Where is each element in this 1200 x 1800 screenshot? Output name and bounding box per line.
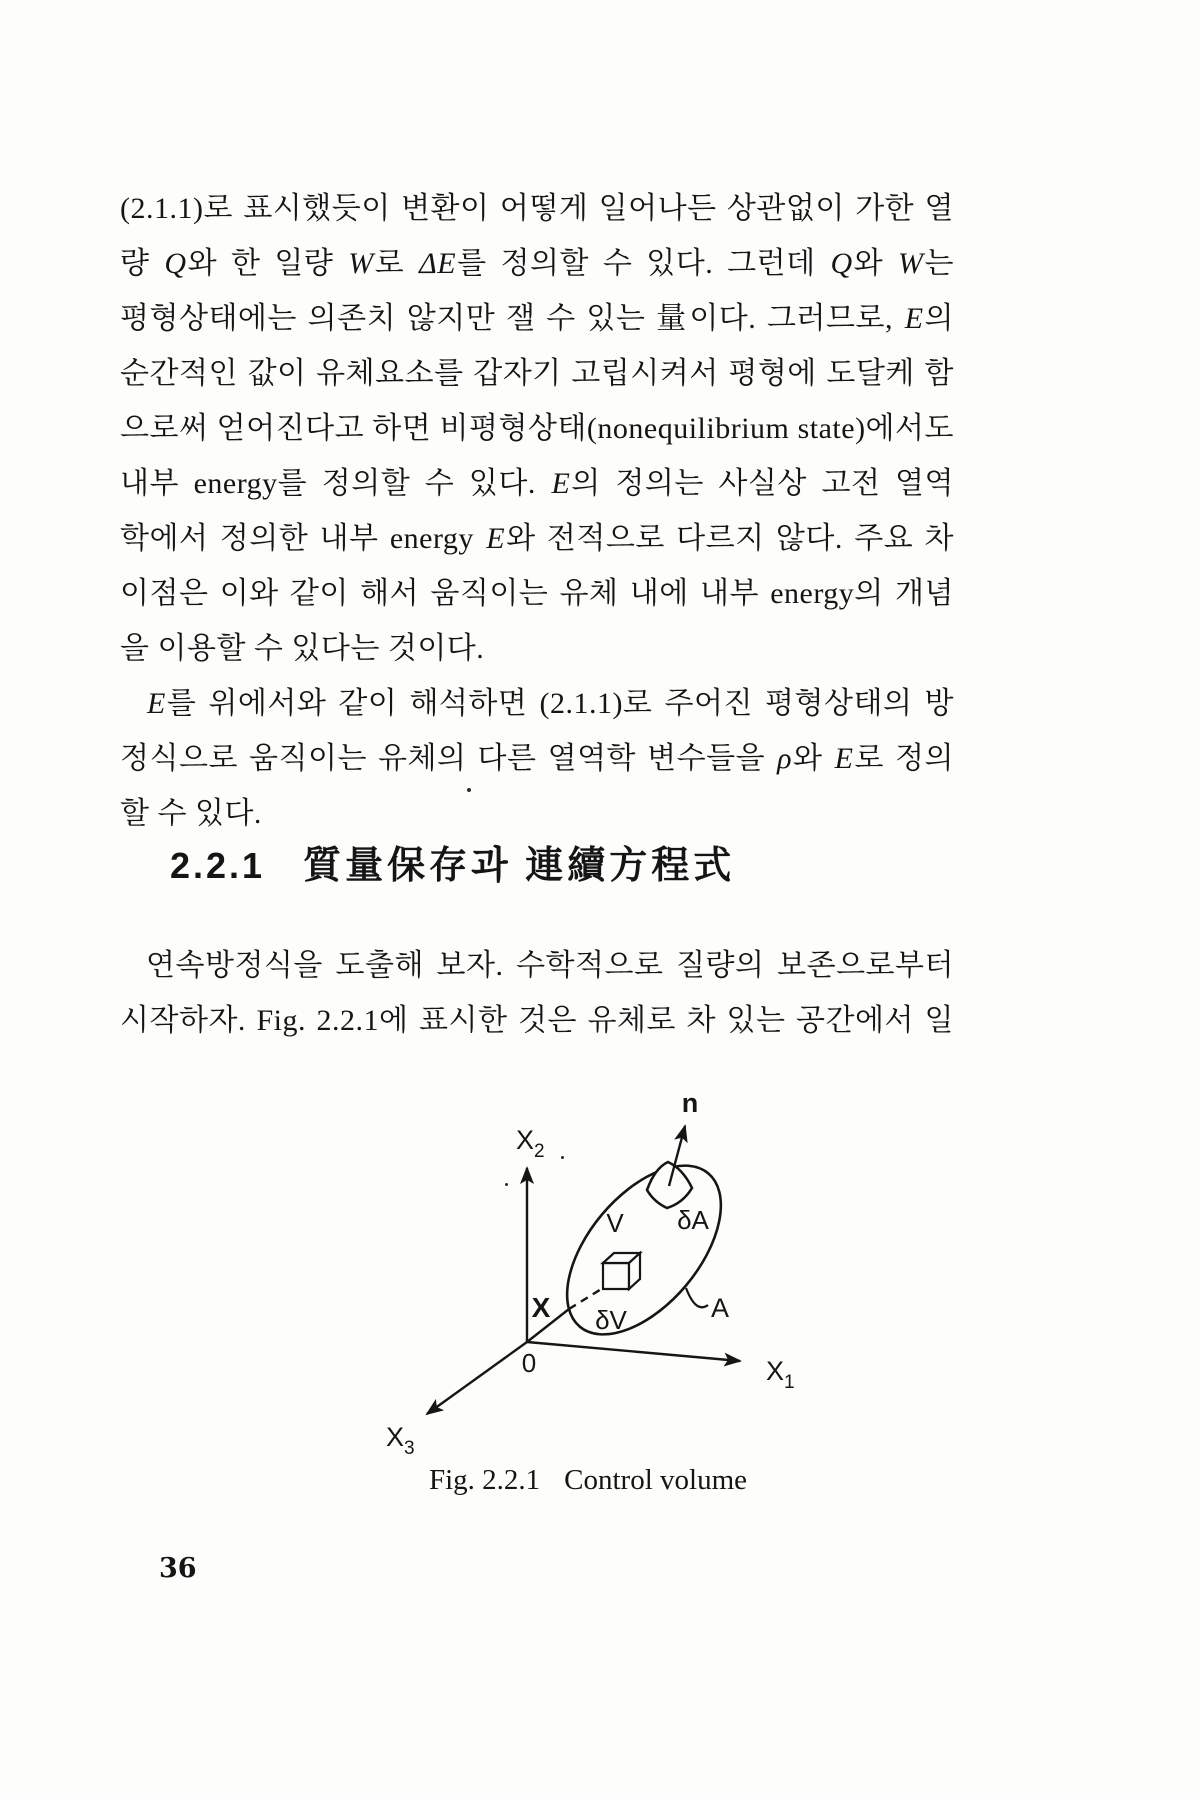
text-line: 량 Q와 한 일량 W로 ΔE를 정의할 수 있다. 그런데 Q와 W는 <box>120 247 955 280</box>
figure-caption-title: Control volume <box>564 1464 748 1496</box>
x3-axis-label: $X_3$ <box>386 1422 415 1459</box>
text-line: 을 이용할 수 있다는 것이다. <box>120 632 485 665</box>
section-heading <box>170 834 735 889</box>
ink-speck <box>505 1183 508 1186</box>
surface-leader-line <box>686 1288 708 1307</box>
position-vector-label: X <box>531 1292 551 1323</box>
text-line: 할 수 있다. <box>120 797 262 830</box>
x1-axis <box>527 1342 740 1361</box>
text-line: 평형상태에는 의존치 않지만 잴 수 있는 量이다. 그러므로, E의 <box>120 302 954 335</box>
text-line: (2.1.1)로 표시했듯이 변환이 어떻게 일어나든 상관없이 가한 열 <box>120 192 954 225</box>
control-volume-ellipse <box>538 1138 751 1362</box>
section-number: 2.2.1 <box>170 845 266 886</box>
text-line: 으로써 얻어진다고 하면 비평형상태(nonequilibrium state)에서도 <box>120 412 954 445</box>
figure-caption-number: Fig. 2.2.1 <box>428 1464 541 1496</box>
text-line: 순간적인 값이 유체요소를 갑자기 고립시켜서 평형에 도달케 함 <box>120 357 954 390</box>
origin-label: 0 <box>521 1348 537 1378</box>
text-line: 시작하자. Fig. 2.2.1에 표시한 것은 유체로 차 있는 공간에서 일 <box>120 1004 954 1037</box>
x1-axis-label: $X_1$ <box>766 1356 795 1393</box>
text-line: 학에서 정의한 내부 energy E와 전적으로 다르지 않다. 주요 차 <box>120 522 954 555</box>
text-line: 이점은 이와 같이 해서 움직이는 유체 내에 내부 energy의 개념 <box>120 577 954 610</box>
volume-label: V <box>606 1208 624 1238</box>
section-title: 質量保存과 連續方程式 <box>303 845 736 887</box>
paragraph-1 <box>120 181 954 676</box>
text-line: 연속방정식을 도출해 보자. 수학적으로 질량의 보존으로부터 <box>146 949 954 982</box>
x3-axis <box>427 1342 527 1414</box>
volume-element-cube <box>603 1253 640 1289</box>
x2-axis-label: $X_2$ <box>516 1125 545 1162</box>
ink-speck <box>467 788 471 792</box>
page-number: 36 <box>159 1553 197 1584</box>
text-line: 정식으로 움직이는 유체의 다른 열역학 변수들을 ρ와 E로 정의 <box>120 742 954 775</box>
control-volume-figure <box>300 1050 900 1520</box>
volume-element-label: δV <box>595 1305 627 1335</box>
paragraph-3 <box>120 938 954 1048</box>
paragraph-2 <box>120 676 954 841</box>
text-line: 내부 energy를 정의할 수 있다. E의 정의는 사실상 고전 열역 <box>120 467 954 500</box>
figure-caption <box>288 1464 888 1497</box>
text-line: E를 위에서와 같이 해석하면 (2.1.1)로 주어진 평형상태의 방 <box>147 687 954 720</box>
ink-speck <box>561 1156 564 1159</box>
surface-element-label: δA <box>677 1205 709 1235</box>
surface-label: A <box>710 1293 730 1323</box>
normal-label: n <box>681 1088 699 1118</box>
